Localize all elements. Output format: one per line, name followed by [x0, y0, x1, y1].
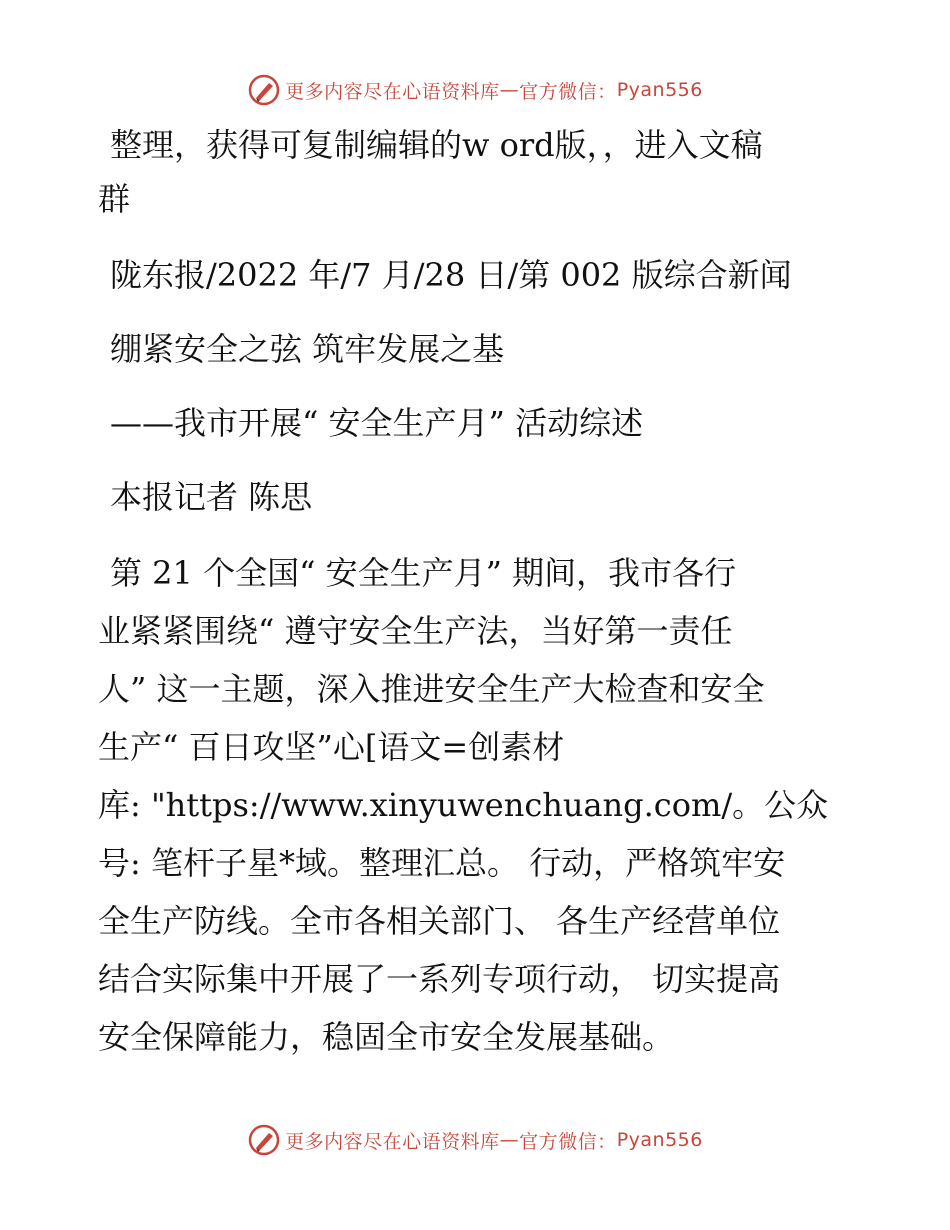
watermark-dash: — [499, 1129, 520, 1151]
subtitle: ——我市开展“ 安全生产月” 活动综述 [110, 404, 644, 442]
wechat-label: 官方微信： [519, 80, 617, 103]
source-line: 陇东报/2022 年/7 月/28 日/第 002 版综合新闻 [110, 256, 792, 294]
intro-line-continued: 群 [98, 180, 131, 218]
body-line: 号: 笔杆子星*域。整理汇总。 行动，严格筑牢安 [98, 844, 786, 882]
pen-logo-icon [247, 1123, 281, 1157]
body-line: 安全保障能力，稳固全市安全发展基础。 [98, 1018, 675, 1056]
headline: 绷紧安全之弦 筑牢发展之基 [110, 330, 505, 368]
wechat-label: 官方微信： [519, 1130, 617, 1153]
body-line: 库: "https://www.xinyuwenchuang.com/。公众 [98, 786, 829, 824]
intro-line: 整理，获得可复制编辑的w ord版，，进入文稿 [110, 126, 763, 164]
watermark-text: 更多内容尽在心语资料库 [285, 1130, 500, 1153]
body-line: 生产“ 百日攻坚”心[语文=创素材 [98, 728, 565, 766]
body-paragraph [98, 544, 868, 1066]
body-line: 第 21 个全国“ 安全生产月” 期间，我市各行 [110, 554, 737, 592]
watermark-text: 更多内容尽在心语资料库 [285, 80, 500, 103]
body-line: 全生产防线。全市各相关部门、 各生产经营单位 [98, 902, 781, 940]
watermark-banner-top [0, 70, 950, 110]
body-line: 业紧紧围绕“ 遵守安全生产法，当好第一责任 [98, 612, 733, 650]
watermark-banner-bottom [0, 1120, 950, 1160]
byline: 本报记者 陈思 [110, 478, 313, 516]
wechat-id: Pyan556 [616, 79, 703, 101]
wechat-id: Pyan556 [616, 1129, 703, 1151]
body-line: 人” 这一主题，深入推进安全生产大检查和安全 [98, 670, 765, 708]
body-line: 结合实际集中开展了一系列专项行动， 切实提高 [98, 960, 781, 998]
pen-logo-icon [247, 73, 281, 107]
watermark-dash: — [499, 79, 520, 101]
document-body [98, 118, 868, 1066]
